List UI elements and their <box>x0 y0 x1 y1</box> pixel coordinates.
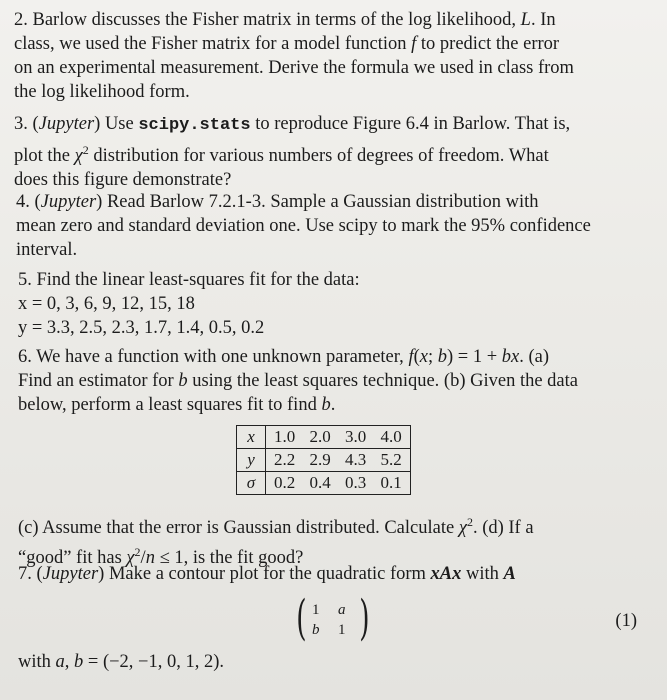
problem-2-line-2: class, we used the Fisher matrix for a model function f to predict the error <box>14 34 560 54</box>
problem-4-line-2: mean zero and standard deviation one. Use scipy to mark the 95% confidence <box>16 216 591 236</box>
row-label-x: x <box>237 426 266 449</box>
problem-6c-line-1: (c) Assume that the error is Gaussian distributed. Calculate $\chi^2$. (d) If a <box>18 515 534 539</box>
problem-7-with-line: with a, b = (−2, −1, 0, 1, 2). <box>18 652 225 672</box>
problem-3-line-3: does this figure demonstrate? <box>14 170 232 191</box>
table-row <box>237 472 411 495</box>
problem-2 <box>14 8 652 104</box>
row-label-y: y <box>237 449 266 472</box>
left-paren: ( <box>296 590 307 646</box>
problem-5-intro: 5. Find the linear least-squares fit for the data: <box>18 270 360 290</box>
problem-2-line-4: the log likelihood form. <box>14 82 190 102</box>
problem-5 <box>18 268 652 340</box>
matrix-a <box>296 590 370 646</box>
row-values-sigma: 0.2 0.4 0.3 0.1 <box>266 472 411 495</box>
matrix-a21: b <box>312 622 320 638</box>
right-paren: ) <box>359 590 370 646</box>
equation-number: (1) <box>615 611 637 631</box>
problem-6-line-3: below, perform a least squares fit to find b. <box>18 395 336 415</box>
problem-3-line-1: 3. (Jupyter) Use scipy.stats to reproduce Figure 6.4 in Barlow. That is, <box>14 114 571 135</box>
problem-3 <box>14 112 652 192</box>
row-values-y: 2.2 2.9 4.3 5.2 <box>266 449 411 472</box>
problem-6-line-2: Find an estimator for b using the least squares technique. (b) Given the data <box>18 371 578 391</box>
table-row <box>237 449 411 472</box>
problem-7-intro: 7. (Jupyter) Make a contour plot for the quadratic form xAx with A <box>18 564 516 584</box>
row-label-sigma: σ <box>237 472 266 495</box>
problem-6 <box>18 345 652 417</box>
problem-6-line-1: 6. We have a function with one unknown parameter, f(x; b) = 1 + bx. (a) <box>18 347 550 367</box>
problem-5-x-data: x = 0, 3, 6, 9, 12, 15, 18 <box>18 294 195 314</box>
problem-6c-line-2: “good” fit has $\chi^2/n \le 1$, is the fit good? <box>18 545 304 569</box>
matrix-a11: 1 <box>312 602 320 618</box>
matrix-a22: 1 <box>338 622 346 638</box>
problem-4-line-3: interval. <box>16 240 78 260</box>
matrix-a12: a <box>338 602 346 618</box>
data-table <box>236 425 411 495</box>
table-row <box>237 426 411 449</box>
problem-4 <box>16 190 652 262</box>
row-values-x: 1.0 2.0 3.0 4.0 <box>266 426 411 449</box>
problem-2-line-3: on an experimental measurement. Derive the formula we used in class from <box>14 58 574 78</box>
problem-4-line-1: 4. (Jupyter) Read Barlow 7.2.1-3. Sample a Gaussian distribution with <box>16 192 539 212</box>
problem-5-y-data: y = 3.3, 2.5, 2.3, 1.7, 1.4, 0.5, 0.2 <box>18 318 265 338</box>
problem-2-line-1: 2. Barlow discusses the Fisher matrix in terms of the log likelihood, L. In <box>14 10 556 30</box>
problem-3-line-2: plot the $\chi^2$ distribution for various numbers of degrees of freedom. What <box>14 143 549 167</box>
problem-7 <box>18 562 652 586</box>
